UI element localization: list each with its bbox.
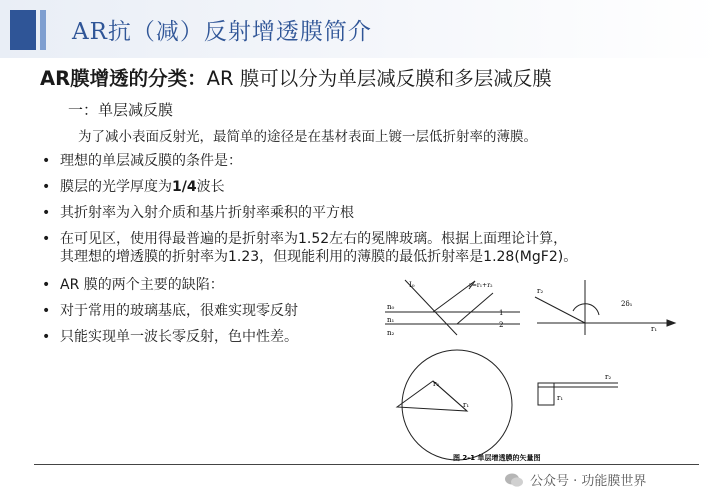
bullet-item: • 在可见区，使用得最普遍的是折射率为1.52左右的冕牌玻璃。根据上面理论计算， 其理想的增透膜的折射率为1.23，但现能利用的薄膜的最低折射率是1.28(MgF2)。 — [42, 230, 702, 266]
label-r1-step: r₁ — [557, 394, 564, 402]
section-heading — [40, 63, 552, 91]
label-1: 1 — [499, 309, 504, 317]
title-accent-block — [10, 10, 36, 50]
bullet-item: • 膜层的光学厚度为1/4波长 — [42, 178, 702, 196]
label-2: 2 — [499, 321, 504, 329]
footer-divider — [34, 464, 699, 465]
wechat-icon — [504, 472, 524, 488]
bullet-item: • 对于常用的玻璃基底，很难实现零反射 — [42, 302, 702, 320]
bullet-item: • 其折射率为入射介质和基片折射率乘积的平方根 — [42, 204, 702, 222]
r1-vector — [535, 297, 585, 323]
label-r2-circle: r₂ — [433, 380, 440, 388]
sub-heading: 一：单层减反膜 — [68, 101, 174, 119]
label-r2-step: r₂ — [605, 373, 612, 381]
vector-triangle — [397, 381, 470, 411]
bullet-item: • 理想的单层减反膜的条件是： — [42, 152, 702, 170]
label-i0: I₀ — [409, 281, 415, 289]
heading-bold: AR膜增透的分类： — [40, 67, 207, 90]
label-n0: n₀ — [387, 303, 395, 311]
angle-arc — [573, 304, 599, 315]
title-accent-stripe — [40, 10, 46, 50]
watermark-text: 公众号 · 功能膜世界 — [530, 474, 647, 489]
reflected-ray-2 — [457, 293, 493, 324]
watermark — [504, 470, 646, 489]
circle-vector-diagram — [397, 350, 512, 460]
slide-title: AR抗（减）反射增透膜简介 — [72, 19, 372, 45]
vector-diagram-figure — [385, 275, 715, 465]
r2-arrow-head — [667, 320, 675, 326]
label-r1: r₁ — [651, 325, 658, 333]
figure-caption: 图 2-1 单层增透膜的矢量图 — [453, 454, 541, 462]
heading-rest: AR 膜可以分为单层减反膜和多层减反膜 — [206, 67, 552, 90]
label-r1-circle: r₁ — [463, 401, 470, 409]
label-r-total: r=r₁+r₂ — [469, 282, 493, 289]
intro-text: 为了减小表面反射光，最简单的途径是在基材表面上镀一层低折射率的薄膜。 — [78, 129, 537, 145]
label-n1: n₁ — [387, 316, 395, 324]
bullet-item: • 只能实现单一波长零反射，色中性差。 — [42, 328, 702, 346]
step-vector-diagram — [538, 383, 618, 405]
label-2-delta: 2δ₁ — [621, 300, 633, 308]
bullet-item: • AR 膜的两个主要的缺陷： — [42, 276, 702, 294]
label-n2: n₂ — [387, 329, 395, 337]
resultant-circle — [402, 350, 512, 460]
label-r2: r₂ — [537, 287, 544, 295]
step-box — [538, 383, 554, 405]
